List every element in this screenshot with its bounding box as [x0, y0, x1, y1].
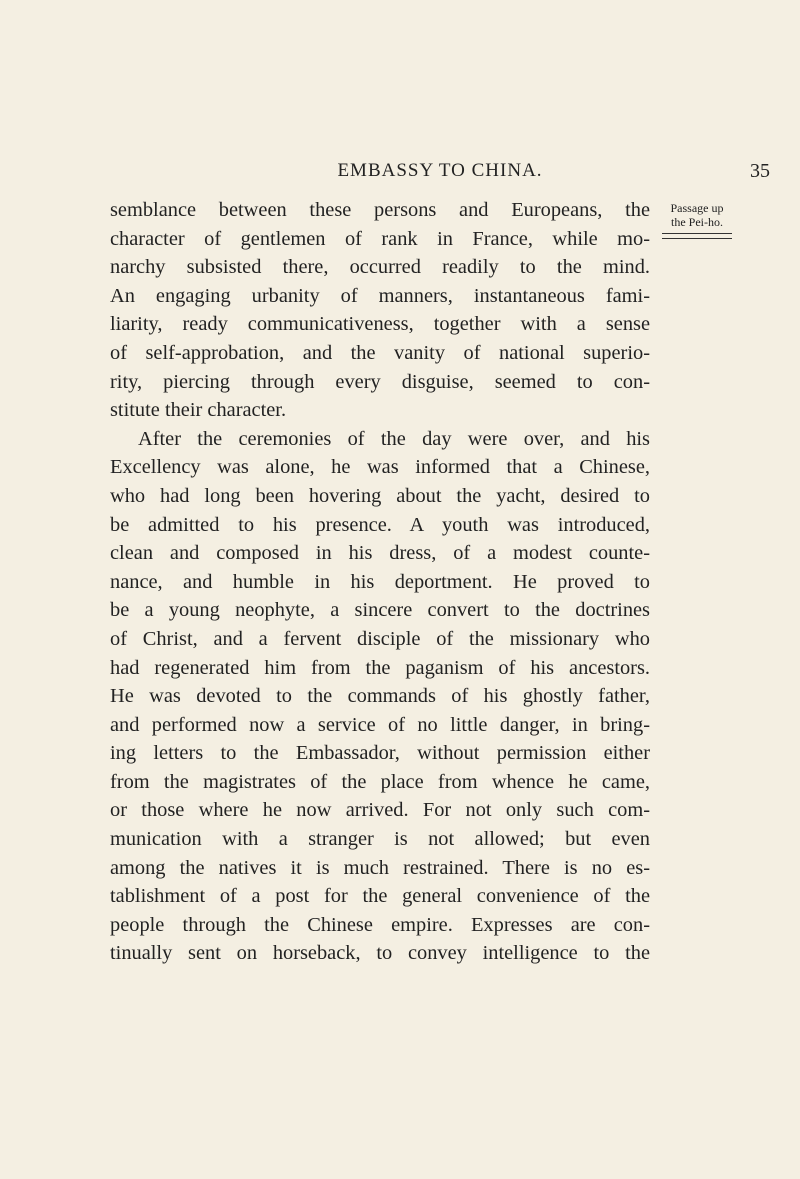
text-line: munication with a stranger is not allowed; but even: [110, 828, 650, 851]
text-line: liarity, ready communicativeness, together with a sense: [110, 313, 650, 336]
text-line: be admitted to his presence. A youth was introduced,: [110, 513, 650, 536]
running-title: EMBASSY TO CHINA.: [337, 160, 543, 181]
text-line: among the natives it is much restrained. There is no es-: [110, 856, 650, 879]
text-line: who had long been hovering about the yacht, desired to: [110, 484, 650, 507]
text-line: After the ceremonies of the day were over, and his: [138, 427, 650, 450]
text-line: of self-approbation, and the vanity of national superio-: [110, 341, 650, 364]
text-line: nance, and humble in his deportment. He proved to: [110, 570, 650, 593]
text-line: people through the Chinese empire. Expresses are con-: [110, 913, 650, 936]
page-number: 35: [750, 160, 770, 182]
text-line: stitute their character.: [110, 399, 287, 422]
text-line: An engaging urbanity of manners, instantaneous fami-: [110, 284, 650, 307]
marginal-note-line-2: the Pei-ho.: [671, 215, 723, 229]
running-head: [110, 160, 770, 184]
text-line: be a young neophyte, a sincere convert to the doctrines: [110, 599, 650, 622]
text-line: narchy subsisted there, occurred readily to the mind.: [110, 256, 650, 279]
text-line: had regenerated him from the paganism of his ancestors.: [110, 656, 650, 679]
text-line: character of gentlemen of rank in France, while mo-: [110, 227, 650, 250]
text-line: ing letters to the Embassador, without permission either: [110, 742, 650, 765]
body-text: [110, 196, 650, 968]
text-line: tablishment of a post for the general convenience of the: [110, 885, 650, 908]
marginal-note: [657, 201, 737, 239]
text-line: clean and composed in his dress, of a modest counte-: [110, 542, 650, 565]
text-line: semblance between these persons and Europeans, the: [110, 199, 650, 221]
text-line: tinually sent on horseback, to convey intelligence to the: [110, 942, 650, 965]
text-line: from the magistrates of the place from whence he came,: [110, 770, 650, 793]
marginal-note-line-1: Passage up: [670, 201, 724, 215]
marginal-note-rule: [662, 233, 732, 239]
text-line: Excellency was alone, he was informed that a Chinese,: [110, 456, 650, 479]
text-line: and performed now a service of no little danger, in bring-: [110, 713, 650, 736]
text-line: rity, piercing through every disguise, seemed to con-: [110, 370, 650, 393]
text-line: of Christ, and a fervent disciple of the missionary who: [110, 627, 650, 650]
text-line: or those where he now arrived. For not only such com-: [110, 799, 650, 822]
text-line: He was devoted to the commands of his ghostly father,: [110, 685, 650, 708]
